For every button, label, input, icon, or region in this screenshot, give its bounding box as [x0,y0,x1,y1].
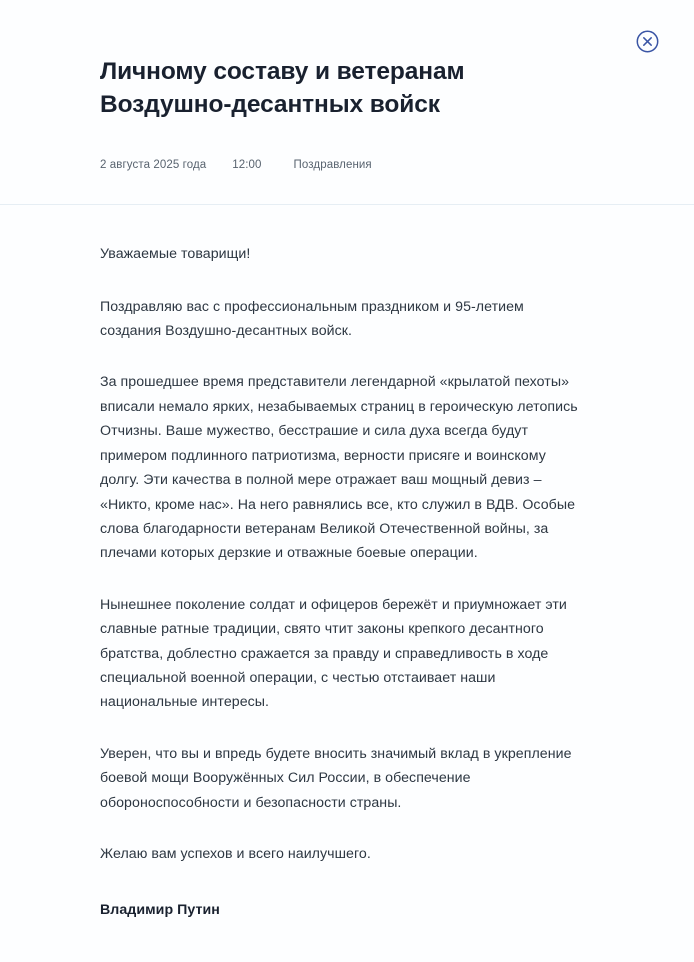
category-label: Поздравления [293,159,372,172]
paragraph-confidence: Уверен, что вы и впредь будете вносить значимый вклад в укрепление боевой мощи Вооружённых Сил России, в обеспечение обороноспособности и безопасности страны. [100,745,572,811]
article-header [0,0,694,171]
article-body [0,205,694,962]
close-icon[interactable] [636,30,659,53]
page-title: Личному составу и ветеранам Воздушно-десантных войск [100,58,465,118]
paragraph-history: За прошедшее время представители легендарной «крылатой пехоты» вписали немало ярких, незабываемых страниц в героическую летопись Отчизны. Ваше мужество, бесстрашие и сила духа всегда будут примером подлинного патриотизма, верности присяге и воинскому долгу. Эти качества в полной мере отражает ваш мощный девиз – «Никто, кроме нас». На него равнялись все, кто служил в ВДВ. Особые слова благодарности ветеранам Великой Отечественной войны, за плечами которых дерзкие и отважные боевые операции. [100,374,578,562]
article-meta [100,159,594,171]
paragraph-congratulation: Поздравляю вас с профессиональным праздником и 95-летием создания Воздушно-десантных войск. [100,298,524,339]
paragraph-salutation: Уважаемые товарищи! [100,246,251,263]
publish-time: 12:00 [232,159,262,172]
signature: Владимир Путин [100,901,220,918]
paragraph-traditions: Нынешнее поколение солдат и офицеров бережёт и приумножает эти славные ратные традиции, свято чтит законы крепкого десантного братства, доблестно сражается за правду и справедливость в ходе специальной военной операции, с честью отстаивает наши национальные интересы. [100,596,567,711]
publish-date: 2 августа 2025 года [100,159,207,172]
paragraph-wishes: Желаю вам успехов и всего наилучшего. [100,846,371,863]
